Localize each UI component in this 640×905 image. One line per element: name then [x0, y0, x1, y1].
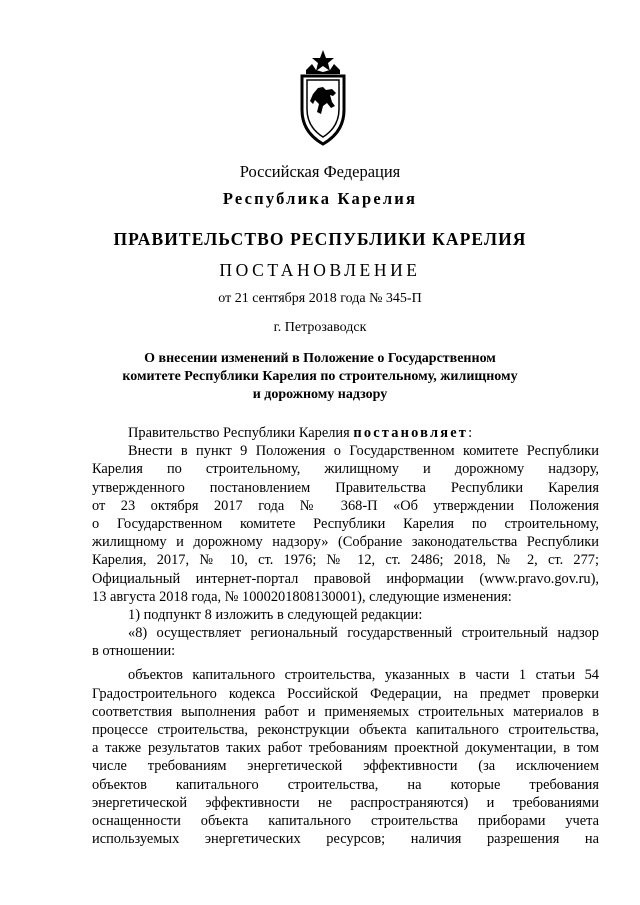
body-line: Карелия, 2017, № 10, ст. 1976; № 12, ст. 2486; 2018, № 2, ст. 277;: [92, 552, 599, 569]
document-body: [92, 424, 599, 848]
preamble-text: Правительство Республики Карелия: [128, 425, 354, 441]
body-line: а также результатов таких работ требованиям проектной документации, в том: [92, 740, 599, 757]
body-line: жилищному и дорожному надзору» (Собрание законодательства Республики: [92, 534, 599, 551]
city-line: г. Петрозаводск: [273, 320, 367, 335]
karelia-coat-of-arms-icon: [296, 48, 350, 148]
document-type-heading: ПОСТАНОВЛЕНИЕ: [219, 260, 421, 280]
title-line-3: и дорожному надзору: [252, 387, 388, 402]
body-line: 1) подпункт 8 изложить в следующей редакции:: [128, 606, 423, 623]
country-heading: Российская Федерация: [239, 162, 401, 181]
body-line: соответствия выполнения работ и применяемых строительных материалов в: [92, 703, 599, 720]
body-line: Градостроительного кодекса Российской Федерации, на предмет проверки: [92, 685, 599, 702]
body-line: оснащенности объекта капитального строительства приборами учета: [92, 812, 599, 829]
body-line: утвержденного постановлением Правительства Республики Карелия: [92, 479, 599, 496]
body-line: объектов капитального строительства, указанных в части 1 статьи 54: [128, 667, 599, 684]
government-heading: ПРАВИТЕЛЬСТВО РЕСПУБЛИКИ КАРЕЛИЯ: [113, 229, 527, 249]
preamble-line: [92, 424, 599, 442]
date-line: от 21 сентября 2018 года № 345-П: [218, 291, 422, 306]
title-line-2: комитете Республики Карелия по строительному, жилищному: [122, 369, 518, 384]
body-line: используемых энергетических ресурсов; наличия разрешения на: [92, 831, 599, 848]
body-line: числе требованиям энергетической эффективности (за исключением: [92, 758, 599, 775]
body-line: в отношении:: [92, 643, 176, 660]
body-line: о Государственном комитете Республики Карелия по строительному,: [92, 515, 599, 532]
body-line: «8) осуществляет региональный государственный строительный надзор: [128, 625, 599, 642]
body-line: Официальный интернет-портал правовой информации (www.pravo.gov.ru),: [92, 570, 599, 587]
body-line: Внести в пункт 9 Положения о Государственном комитете Республики: [128, 443, 599, 460]
body-line: объектов капитального строительства, на которые требования: [92, 776, 599, 793]
body-line: Карелия по строительному, жилищному и дорожному надзору,: [92, 461, 599, 478]
republic-heading: Республика Карелия: [222, 189, 418, 208]
body-line: процессе строительства, реконструкции объекта капитального строительства,: [92, 722, 599, 738]
body-line: от 23 октября 2017 года № 368-П «Об утверждении Положения: [92, 497, 599, 514]
title-line-1: О внесении изменений в Положение о Государственном: [144, 351, 496, 366]
decree-verb: постановляет: [353, 425, 469, 441]
body-line: 13 августа 2018 года, № 1000201808130001), следующие изменения:: [92, 588, 512, 605]
document-title: [100, 350, 540, 404]
preamble-colon: :: [468, 425, 473, 441]
body-line: энергетической эффективности не распространяются) и требованиями: [92, 794, 599, 811]
